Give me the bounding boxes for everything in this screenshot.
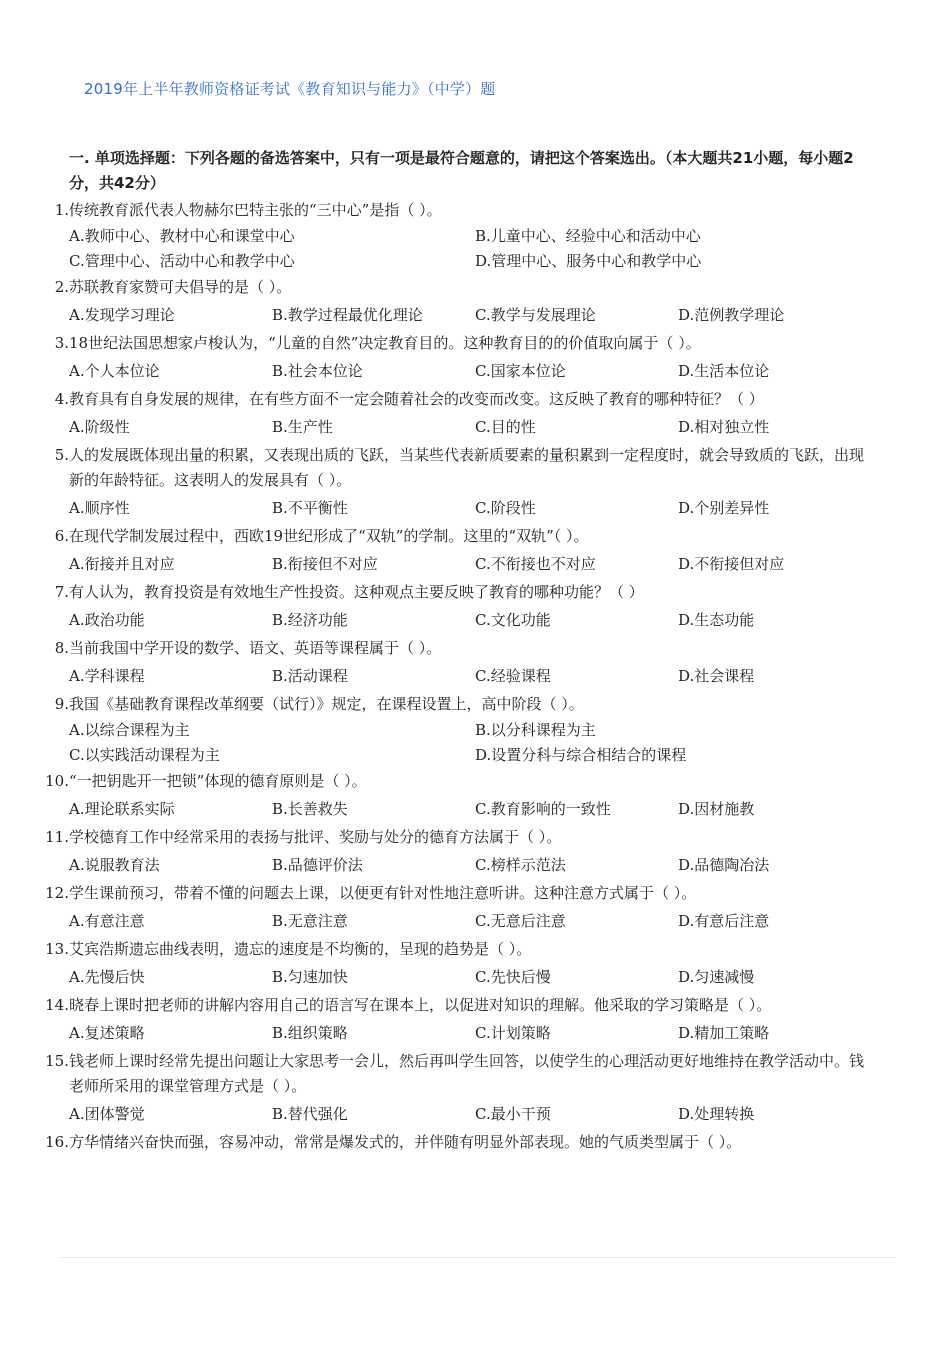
question-stem [0,937,875,962]
question-stem [0,443,875,493]
answer-option: C.最小干预 [475,1105,551,1123]
answer-option: A.以综合课程为主 [69,721,190,739]
question-text: 有人认为，教育投资是有效地生产性投资。这种观点主要反映了教育的哪种功能？（ ） [69,583,644,601]
question-item [0,937,950,993]
question-text: 传统教育派代表人物赫尔巴特主张的“三中心”是指（ ）。 [69,201,442,219]
question-item [0,825,950,881]
question-item [0,331,950,387]
answer-option: C.管理中心、活动中心和教学中心 [69,252,295,270]
question-number: 12. [45,884,69,902]
question-item [0,636,950,692]
question-stem [0,1049,875,1099]
answer-option: D.精加工策略 [678,1024,770,1042]
answer-option: D.个别差异性 [678,499,770,517]
answer-option: B.以分科课程为主 [475,721,596,739]
answer-option: A.顺序性 [69,499,130,517]
question-stem [0,198,875,223]
answer-option: C.经验课程 [475,667,551,685]
answer-option: A.团体警觉 [69,1105,145,1123]
question-item [0,198,950,275]
answer-option: D.不衔接但对应 [678,555,785,573]
answer-option: C.文化功能 [475,611,551,629]
question-stem [0,387,875,412]
question-text: 在现代学制发展过程中，西欧19世纪形成了“双轨”的学制。这里的“双轨”（ ）。 [69,527,589,545]
question-stem [0,881,875,906]
question-stem [0,1130,875,1155]
answer-option: A.理论联系实际 [69,800,175,818]
option-group [0,906,950,937]
question-item [0,1130,950,1155]
question-text: 学校德育工作中经常采用的表扬与批评、奖励与处分的德育方法属于（ ）。 [69,828,562,846]
question-stem [0,331,875,356]
answer-option: C.阶段性 [475,499,536,517]
question-number: 6. [54,527,69,545]
question-number: 2. [54,278,69,296]
question-stem [0,580,875,605]
option-group [0,493,950,524]
question-text: 钱老师上课时经常先提出问题让大家思考一会儿，然后再叫学生回答，以使学生的心理活动更好地维持在教学活动中。钱老师所采用的课堂管理方式是（ ）。 [69,1052,865,1095]
question-item [0,387,950,443]
option-group [0,549,950,580]
answer-option: C.不衔接也不对应 [475,555,596,573]
answer-option: D.因材施教 [678,800,755,818]
question-stem [0,524,875,549]
answer-option: B.活动课程 [272,667,348,685]
answer-option: D.处理转换 [678,1105,755,1123]
option-group [0,962,950,993]
question-item [0,1049,950,1130]
answer-option: B.匀速加快 [272,968,348,986]
answer-option: A.衔接并且对应 [69,555,175,573]
answer-option: A.先慢后快 [69,968,145,986]
document-title: 2019年上半年教师资格证考试《教育知识与能力》（中学）题 [84,80,496,98]
answer-option: C.先快后慢 [475,968,551,986]
divider [60,1257,896,1258]
question-text: 艾宾浩斯遗忘曲线表明，遗忘的速度是不均衡的，呈现的趋势是（ ）。 [69,940,532,958]
answer-option: B.生产性 [272,418,333,436]
option-group [0,794,950,825]
question-text: 方华情绪兴奋快而强，容易冲动，常常是爆发式的，并伴随有明显外部表现。她的气质类型属于（ ）。 [69,1133,742,1151]
option-group [0,717,950,769]
option-group [0,605,950,636]
question-stem [0,275,875,300]
answer-option: A.个人本位论 [69,362,160,380]
answer-option: B.品德评价法 [272,856,363,874]
question-stem [0,692,875,717]
answer-option: B.社会本位论 [272,362,363,380]
question-stem [0,769,875,794]
question-text: 学生课前预习，带着不懂的问题去上课，以便更有针对性地注意听讲。这种注意方式属于（ ）。 [69,884,697,902]
answer-option: C.教学与发展理论 [475,306,596,324]
answer-option: D.有意后注意 [678,912,770,930]
answer-option: D.社会课程 [678,667,755,685]
answer-option: B.组织策略 [272,1024,348,1042]
question-stem [0,993,875,1018]
question-number: 3. [54,334,69,352]
answer-option: A.教师中心、教材中心和课堂中心 [69,227,295,245]
option-group [0,300,950,331]
question-item [0,993,950,1049]
answer-option: D.品德陶冶法 [678,856,770,874]
question-number: 11. [45,828,69,846]
question-item [0,443,950,524]
answer-option: A.复述策略 [69,1024,145,1042]
answer-option: D.范例教学理论 [678,306,785,324]
section-heading: 一. 单项选择题：下列各题的备选答案中，只有一项是最符合题意的，请把这个答案选出。（本大题共21小题，每小题2分，共42分） [69,149,854,192]
answer-option: A.说服教育法 [69,856,160,874]
answer-option: C.无意后注意 [475,912,566,930]
answer-option: B.教学过程最优化理论 [272,306,423,324]
answer-option: B.长善救失 [272,800,348,818]
question-number: 15. [45,1052,69,1070]
answer-option: B.替代强化 [272,1105,348,1123]
option-group [0,850,950,881]
question-item [0,692,950,769]
answer-option: A.发现学习理论 [69,306,175,324]
question-text: “一把钥匙开一把锁”体现的德育原则是（ ）。 [69,772,367,790]
answer-option: C.计划策略 [475,1024,551,1042]
question-text: 人的发展既体现出量的积累，又表现出质的飞跃，当某些代表新质要素的量积累到一定程度时，就会导致质的飞跃，出现新的年龄特征。这表明人的发展具有（ ）。 [69,446,865,489]
question-text: 苏联教育家赞可夫倡导的是（ ）。 [69,278,292,296]
question-text: 晓春上课时把老师的讲解内容用自己的语言写在课本上，以促进对知识的理解。他采取的学习策略是（ ）。 [69,996,772,1014]
answer-option: B.无意注意 [272,912,348,930]
answer-option: C.教育影响的一致性 [475,800,611,818]
question-number: 1. [54,201,69,219]
answer-option: D.生态功能 [678,611,755,629]
question-item [0,769,950,825]
question-number: 16. [45,1133,69,1151]
question-list [0,198,950,1155]
question-number: 7. [54,583,69,601]
option-group [0,356,950,387]
answer-option: A.阶级性 [69,418,130,436]
question-stem [0,825,875,850]
question-item [0,524,950,580]
option-group [0,661,950,692]
answer-option: B.衔接但不对应 [272,555,378,573]
answer-option: D.相对独立性 [678,418,770,436]
answer-option: B.经济功能 [272,611,348,629]
answer-option: A.政治功能 [69,611,145,629]
question-stem [0,636,875,661]
question-number: 9. [54,695,69,713]
question-number: 4. [54,390,69,408]
answer-option: C.国家本位论 [475,362,566,380]
question-text: 当前我国中学开设的数学、语文、英语等课程属于（ ）。 [69,639,442,657]
answer-option: A.有意注意 [69,912,145,930]
question-item [0,580,950,636]
question-number: 13. [45,940,69,958]
answer-option: C.榜样示范法 [475,856,566,874]
answer-option: C.以实践活动课程为主 [69,746,220,764]
option-group [0,1099,950,1130]
question-text: 教育具有自身发展的规律，在有些方面不一定会随着社会的改变而改变。这反映了教育的哪种特征？（ ） [69,390,764,408]
question-text: 18世纪法国思想家卢梭认为，“儿童的自然”决定教育目的。这种教育目的的价值取向属于（ ）。 [69,334,701,352]
question-number: 14. [45,996,69,1014]
answer-option: D.匀速减慢 [678,968,755,986]
answer-option: B.儿童中心、经验中心和活动中心 [475,227,701,245]
question-number: 8. [54,639,69,657]
answer-option: B.不平衡性 [272,499,348,517]
question-number: 10. [45,772,69,790]
question-item [0,275,950,331]
question-text: 我国《基础教育课程改革纲要（试行）》规定，在课程设置上，高中阶段（ ）。 [69,695,584,713]
option-group [0,412,950,443]
question-number: 5. [54,446,69,464]
question-item [0,881,950,937]
option-group [0,1018,950,1049]
answer-option: A.学科课程 [69,667,145,685]
answer-option: C.目的性 [475,418,536,436]
option-group [0,223,950,275]
answer-option: D.管理中心、服务中心和教学中心 [475,252,702,270]
answer-option: D.设置分科与综合相结合的课程 [475,746,687,764]
answer-option: D.生活本位论 [678,362,770,380]
